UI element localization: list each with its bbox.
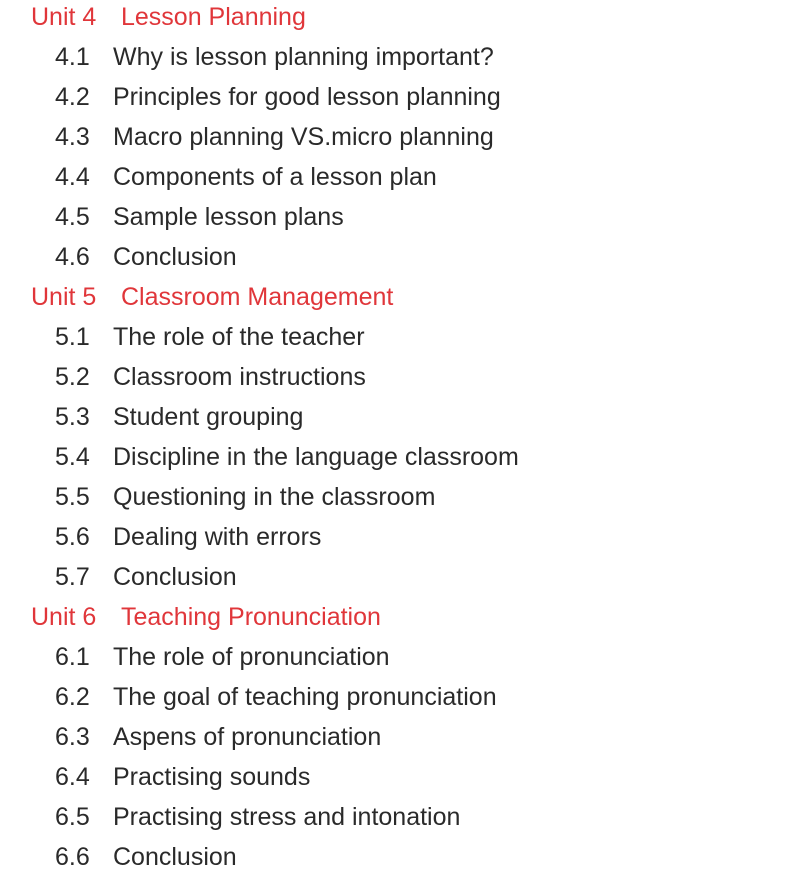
entry-title: Conclusion	[113, 843, 237, 871]
toc-entry[interactable]	[0, 197, 790, 237]
toc-entry[interactable]	[0, 117, 790, 157]
toc-entry[interactable]	[0, 157, 790, 197]
unit-heading[interactable]	[0, 597, 790, 637]
toc-entry[interactable]	[0, 77, 790, 117]
entry-title: Discipline in the language classroom	[113, 443, 519, 471]
entry-title: Aspens of pronunciation	[113, 723, 382, 751]
unit-title: Lesson Planning	[121, 3, 306, 31]
toc-entry[interactable]	[0, 357, 790, 397]
toc-entry[interactable]	[0, 477, 790, 517]
entry-number: 5.1	[55, 323, 90, 351]
toc-entry[interactable]	[0, 37, 790, 77]
entry-number: 6.3	[55, 723, 90, 751]
entry-title: Macro planning VS.micro planning	[113, 123, 494, 151]
entry-number: 5.5	[55, 483, 90, 511]
unit-title: Classroom Management	[121, 283, 394, 311]
toc-entry[interactable]	[0, 677, 790, 717]
toc-entry[interactable]	[0, 517, 790, 557]
toc-entry[interactable]	[0, 317, 790, 357]
toc-entry[interactable]	[0, 717, 790, 757]
entry-title: Student grouping	[113, 403, 304, 431]
entry-title: Practising sounds	[113, 763, 311, 791]
unit-heading[interactable]	[0, 277, 790, 317]
toc-entry[interactable]	[0, 397, 790, 437]
entry-number: 5.4	[55, 443, 90, 471]
entry-number: 6.4	[55, 763, 90, 791]
unit-heading[interactable]	[0, 0, 790, 37]
entry-title: Dealing with errors	[113, 523, 322, 551]
entry-title: Conclusion	[113, 563, 237, 591]
toc-entry[interactable]	[0, 837, 790, 877]
unit-label: Unit 5	[31, 283, 97, 311]
toc-entry[interactable]	[0, 757, 790, 797]
entry-title: The role of the teacher	[113, 323, 365, 351]
entry-title: Conclusion	[113, 243, 237, 271]
entry-title: Practising stress and intonation	[113, 803, 461, 831]
entry-title: The role of pronunciation	[113, 643, 390, 671]
entry-number: 6.6	[55, 843, 90, 871]
toc-entry[interactable]	[0, 437, 790, 477]
entry-title: Questioning in the classroom	[113, 483, 436, 511]
entry-number: 4.6	[55, 243, 90, 271]
unit-label: Unit 4	[31, 3, 97, 31]
entry-number: 4.3	[55, 123, 90, 151]
entry-number: 4.2	[55, 83, 90, 111]
entry-number: 6.5	[55, 803, 90, 831]
entry-number: 5.3	[55, 403, 90, 431]
unit-title: Teaching Pronunciation	[121, 603, 381, 631]
entry-number: 5.2	[55, 363, 90, 391]
toc-entry[interactable]	[0, 557, 790, 597]
entry-number: 4.5	[55, 203, 90, 231]
entry-title: Sample lesson plans	[113, 203, 344, 231]
entry-title: Components of a lesson plan	[113, 163, 437, 191]
entry-number: 5.7	[55, 563, 90, 591]
unit-label: Unit 6	[31, 603, 97, 631]
entry-title: The goal of teaching pronunciation	[113, 683, 497, 711]
entry-number: 4.1	[55, 43, 90, 71]
entry-title: Why is lesson planning important?	[113, 43, 494, 71]
entry-title: Principles for good lesson planning	[113, 83, 501, 111]
toc-entry[interactable]	[0, 637, 790, 677]
toc-entry[interactable]	[0, 797, 790, 837]
entry-number: 6.1	[55, 643, 90, 671]
entry-number: 6.2	[55, 683, 90, 711]
entry-number: 5.6	[55, 523, 90, 551]
toc-entry[interactable]	[0, 237, 790, 277]
entry-number: 4.4	[55, 163, 90, 191]
entry-title: Classroom instructions	[113, 363, 366, 391]
